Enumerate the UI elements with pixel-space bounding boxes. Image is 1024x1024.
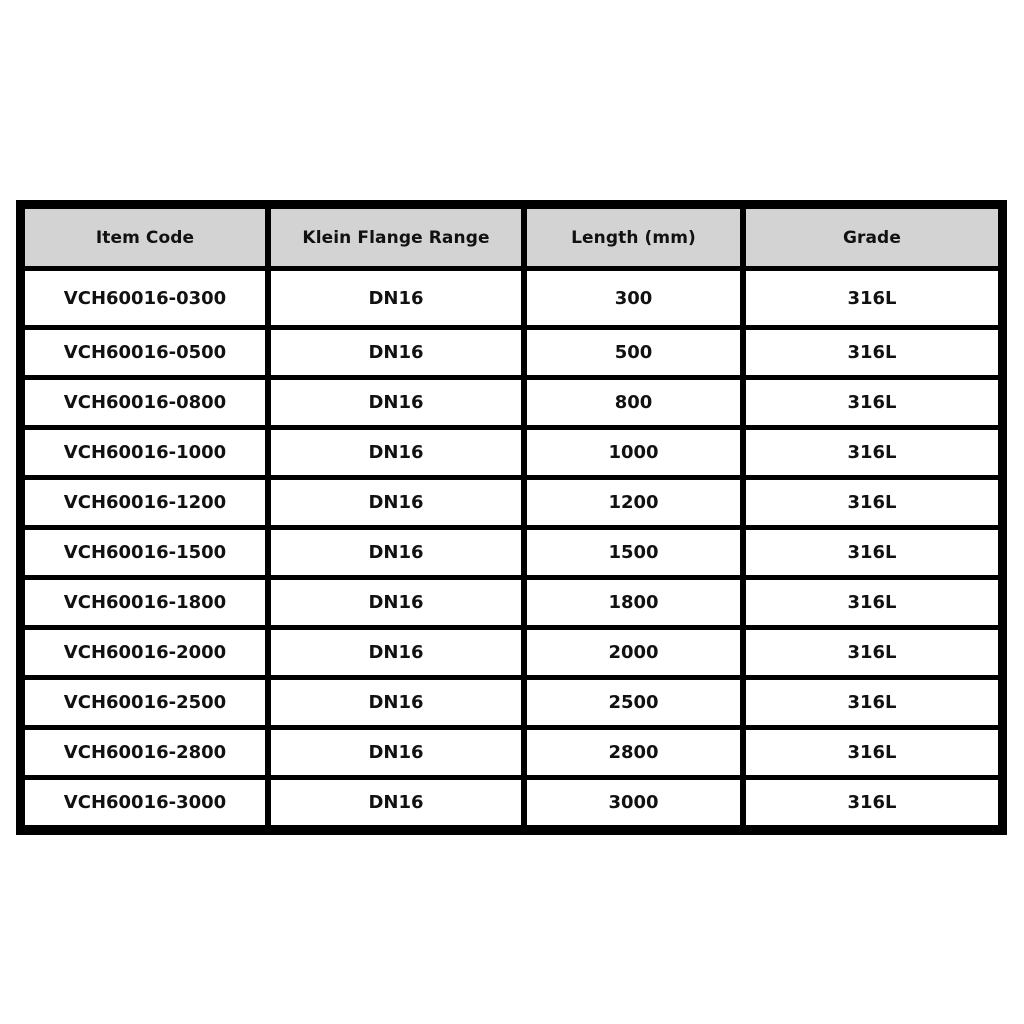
grade-cell: 316L [746,480,998,525]
grade-cell: 316L [746,680,998,725]
table-header [25,209,998,266]
grade-cell: 316L [746,780,998,825]
table-row [25,530,998,575]
length-cell: 1500 [527,530,740,575]
item-code-cell: VCH60016-1500 [25,530,265,575]
length-cell: 800 [527,380,740,425]
grade-cell: 316L [746,271,998,325]
grade-cell: 316L [746,580,998,625]
item-code-cell: VCH60016-2000 [25,630,265,675]
item-code-cell: VCH60016-1000 [25,430,265,475]
grade-cell: 316L [746,380,998,425]
item-code-cell: VCH60016-3000 [25,780,265,825]
flange-range-cell: DN16 [271,530,521,575]
product-spec-table [16,200,1007,835]
flange-range-cell: DN16 [271,430,521,475]
header-length-mm: Length (mm) [527,209,740,266]
table-row [25,780,998,825]
item-code-cell: VCH60016-0500 [25,330,265,375]
flange-range-cell: DN16 [271,271,521,325]
item-code-cell: VCH60016-1800 [25,580,265,625]
header-grade: Grade [746,209,998,266]
table-row [25,380,998,425]
flange-range-cell: DN16 [271,330,521,375]
table-row [25,680,998,725]
table-row [25,580,998,625]
grade-cell: 316L [746,730,998,775]
item-code-cell: VCH60016-1200 [25,480,265,525]
header-row [25,209,998,266]
table-row [25,271,998,325]
grade-cell: 316L [746,630,998,675]
table-row [25,430,998,475]
table-row [25,330,998,375]
length-cell: 300 [527,271,740,325]
table-row [25,480,998,525]
flange-range-cell: DN16 [271,780,521,825]
grade-cell: 316L [746,430,998,475]
item-code-cell: VCH60016-2800 [25,730,265,775]
item-code-cell: VCH60016-2500 [25,680,265,725]
length-cell: 2500 [527,680,740,725]
length-cell: 2000 [527,630,740,675]
length-cell: 2800 [527,730,740,775]
item-code-cell: VCH60016-0800 [25,380,265,425]
length-cell: 3000 [527,780,740,825]
header-item-code: Item Code [25,209,265,266]
table-row [25,730,998,775]
table-row [25,630,998,675]
flange-range-cell: DN16 [271,580,521,625]
flange-range-cell: DN16 [271,680,521,725]
item-code-cell: VCH60016-0300 [25,271,265,325]
spec-table-grid [19,204,1004,830]
header-klein-flange-range: Klein Flange Range [271,209,521,266]
length-cell: 1800 [527,580,740,625]
table-body [25,271,998,825]
grade-cell: 316L [746,330,998,375]
length-cell: 1200 [527,480,740,525]
flange-range-cell: DN16 [271,630,521,675]
flange-range-cell: DN16 [271,480,521,525]
flange-range-cell: DN16 [271,730,521,775]
grade-cell: 316L [746,530,998,575]
length-cell: 1000 [527,430,740,475]
length-cell: 500 [527,330,740,375]
flange-range-cell: DN16 [271,380,521,425]
